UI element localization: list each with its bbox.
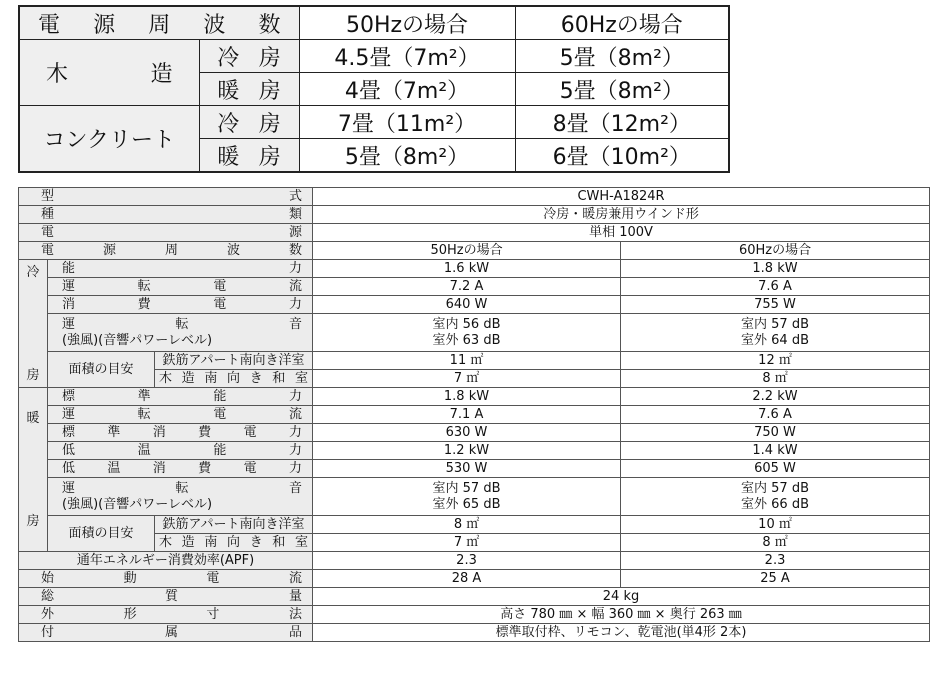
- accessories-row: [19, 624, 930, 642]
- frequency-row: [19, 242, 930, 260]
- label-char: 量: [289, 589, 303, 604]
- label-char: 南: [204, 371, 218, 386]
- value-cell: 530 W: [313, 460, 621, 478]
- label-char: 付: [41, 625, 55, 640]
- value-cell: 1.8 kW: [313, 388, 621, 406]
- label-char: 力: [289, 261, 303, 276]
- label-char: 消: [152, 461, 166, 476]
- label-char: 房: [258, 78, 281, 104]
- label-char: 電: [213, 279, 227, 294]
- label-char: 温: [107, 461, 121, 476]
- label-char: 電: [243, 461, 257, 476]
- label-char: 房: [258, 144, 281, 170]
- hz50-header: 50Hzの場合: [299, 6, 515, 40]
- value-cell: 4.5畳（7m²）: [299, 40, 515, 73]
- label-char: 型: [41, 189, 55, 204]
- label-char: 造: [150, 62, 173, 87]
- hz60-header: 60Hzの場合: [515, 6, 729, 40]
- label-char: 電: [213, 297, 227, 312]
- label-char: 外: [41, 607, 55, 622]
- cooling-side-bottom: 房: [26, 367, 40, 383]
- label-char: 寸: [206, 607, 220, 622]
- power-value: 単相 100V: [313, 224, 930, 242]
- value-cell: 630 W: [313, 424, 621, 442]
- label-text: [41, 624, 302, 641]
- label-text: [41, 606, 302, 623]
- label-text: [155, 370, 312, 387]
- label-char: 質: [165, 589, 179, 604]
- label-char: 消: [152, 425, 166, 440]
- heat-low-capacity-row: [19, 442, 930, 460]
- concrete-group-label: [19, 106, 199, 173]
- label-char: 準: [107, 425, 121, 440]
- heating-side-bottom: 房: [26, 513, 40, 529]
- label-char: 法: [288, 607, 302, 622]
- room-size-table: [18, 5, 730, 173]
- noise-outdoor: 室外 65 dB: [432, 496, 501, 512]
- heat-area-wood-row: [19, 534, 930, 552]
- value-cell: [313, 314, 621, 352]
- label-char: 向: [226, 371, 240, 386]
- cool-area-label: 面積の目安: [48, 352, 155, 388]
- concrete-cooling-row: [19, 106, 729, 139]
- label-char: 力: [288, 297, 302, 312]
- frequency-header: [19, 6, 299, 40]
- label-char: 電: [206, 571, 220, 586]
- label-char: 属: [165, 625, 179, 640]
- value-cell: 750 W: [621, 424, 930, 442]
- label-char: 動: [123, 571, 137, 586]
- label-char: 電: [41, 243, 55, 258]
- label-char: 暖: [217, 78, 240, 104]
- value-cell: 8 ㎡: [313, 516, 621, 534]
- heat-std-consumption-row: [19, 424, 930, 442]
- value-cell: 7畳（11m²）: [299, 106, 515, 139]
- cool-consumption-label: [48, 296, 313, 314]
- label-text: [62, 481, 302, 497]
- label-char: 消: [62, 297, 76, 312]
- label-char: 数: [289, 243, 303, 258]
- value-cell: 7 ㎡: [313, 370, 621, 388]
- noise-indoor: 室内 57 dB: [741, 480, 809, 496]
- label-char: き: [249, 371, 263, 386]
- label-text: [155, 534, 312, 551]
- value-cell: 7 ㎡: [313, 534, 621, 552]
- value-cell: 2.3: [621, 552, 930, 570]
- cool-current-row: [19, 278, 930, 296]
- apf-row: [19, 552, 930, 570]
- spec-table: [18, 187, 930, 642]
- label-text: [62, 296, 302, 313]
- hz50-header: 50Hzの場合: [313, 242, 621, 260]
- model-label: [19, 188, 313, 206]
- label-char: 波: [227, 243, 241, 258]
- model-row: [19, 188, 930, 206]
- label-text: [62, 406, 302, 423]
- mode-text: [200, 107, 299, 138]
- label-char: 電: [213, 407, 227, 422]
- area-sub-label: 鉄筋アパート南向き洋室: [155, 516, 313, 534]
- label-char: 房: [258, 45, 281, 71]
- cool-noise-label: [48, 314, 313, 352]
- heat-current-label: [48, 406, 313, 424]
- value-cell: 1.2 kW: [313, 442, 621, 460]
- label-char: 室: [294, 371, 308, 386]
- frequency-header-label: [20, 8, 299, 39]
- value-cell: 640 W: [313, 296, 621, 314]
- label-char: 転: [175, 480, 189, 496]
- power-label: [19, 224, 313, 242]
- value-cell: 7.6 A: [621, 278, 930, 296]
- value-cell: [313, 478, 621, 516]
- label-char: 転: [137, 407, 151, 422]
- power-row: [19, 224, 930, 242]
- dimensions-label: [19, 606, 313, 624]
- label-char: 数: [258, 12, 281, 38]
- label-char: 力: [288, 425, 302, 440]
- power-label-text: [41, 224, 302, 241]
- value-cell: 12 ㎡: [621, 352, 930, 370]
- label-text: [41, 588, 302, 605]
- cool-area-wood-row: [19, 370, 930, 388]
- room-size-header-row: [19, 6, 729, 40]
- label-char: 木: [159, 371, 173, 386]
- value-cell: [621, 314, 930, 352]
- label-text: [62, 278, 302, 295]
- label-char: 運: [62, 279, 76, 294]
- heat-current-row: [19, 406, 930, 424]
- value-cell: 10 ㎡: [621, 516, 930, 534]
- label-char: 室: [294, 535, 308, 550]
- heating-side-label: [19, 388, 48, 552]
- label-char: 標: [62, 389, 76, 404]
- noise-indoor: 室内 57 dB: [741, 316, 809, 332]
- label-char: 流: [288, 279, 302, 294]
- label-text: [62, 460, 302, 477]
- label-char: 能: [213, 443, 227, 458]
- accessories-value: 標準取付枠、リモコン、乾電池(単4形 2本): [313, 624, 930, 642]
- cooling-side-label: [19, 260, 48, 388]
- label-text: [62, 388, 302, 405]
- label-char: 向: [226, 535, 240, 550]
- label-char: 流: [288, 571, 302, 586]
- model-value: CWH-A1824R: [313, 188, 930, 206]
- frequency-label-text: [41, 242, 302, 259]
- cool-capacity-row: [19, 260, 930, 278]
- accessories-label: [19, 624, 313, 642]
- label-text: [62, 260, 302, 277]
- label-char: 始: [41, 571, 55, 586]
- label-char: 南: [204, 535, 218, 550]
- value-cell: 5畳（8m²）: [515, 73, 729, 106]
- label-char: 音: [289, 316, 303, 332]
- value-cell: 1.6 kW: [313, 260, 621, 278]
- label-text: [41, 570, 302, 587]
- kind-label-text: [41, 206, 302, 223]
- label-char: 能: [213, 389, 227, 404]
- start-current-label: [19, 570, 313, 588]
- label-char: 類: [289, 207, 303, 222]
- dimensions-row: [19, 606, 930, 624]
- label-char: 運: [62, 407, 76, 422]
- mode-text: [200, 41, 299, 72]
- label-char: 周: [165, 243, 179, 258]
- noise-outdoor: 室外 66 dB: [741, 496, 809, 512]
- label-char: 音: [289, 480, 303, 496]
- label-char: 木: [159, 535, 173, 550]
- wood-group-label: [19, 40, 199, 106]
- heat-area-label: 面積の目安: [48, 516, 155, 552]
- concrete-group-text: コンクリート: [43, 128, 176, 153]
- heat-low-consumption-label: [48, 460, 313, 478]
- area-sub-label: 鉄筋アパート南向き洋室: [155, 352, 313, 370]
- value-cell: 755 W: [621, 296, 930, 314]
- cool-capacity-label: [48, 260, 313, 278]
- label-char: 運: [62, 480, 76, 496]
- value-cell: 28 A: [313, 570, 621, 588]
- heat-std-capacity-row: [19, 388, 930, 406]
- label-char: 電: [243, 425, 257, 440]
- label-subtext: (強風)(音響パワーレベル): [62, 496, 213, 512]
- cool-noise-row: [19, 314, 930, 352]
- label-char: 式: [289, 189, 303, 204]
- value-cell: 25 A: [621, 570, 930, 588]
- label-char: 電: [41, 225, 55, 240]
- heat-noise-label: [48, 478, 313, 516]
- label-char: 造: [181, 371, 195, 386]
- kind-row: [19, 206, 930, 224]
- label-char: 房: [258, 111, 281, 137]
- wood-group-text: [20, 57, 199, 88]
- label-char: 総: [41, 589, 55, 604]
- value-cell: 5畳（8m²）: [515, 40, 729, 73]
- value-cell: 2.2 kW: [621, 388, 930, 406]
- apf-label: 通年エネルギー消費効率(APF): [19, 552, 313, 570]
- label-char: 木: [46, 62, 69, 87]
- weight-value: 24 kg: [313, 588, 930, 606]
- value-cell: 2.3: [313, 552, 621, 570]
- label-char: 周: [148, 12, 171, 38]
- label-text: [62, 317, 302, 333]
- label-char: 費: [137, 297, 151, 312]
- value-cell: [621, 478, 930, 516]
- value-cell: 8畳（12m²）: [515, 106, 729, 139]
- noise-indoor: 室内 56 dB: [432, 316, 501, 332]
- heat-low-capacity-label: [48, 442, 313, 460]
- weight-row: [19, 588, 930, 606]
- weight-label: [19, 588, 313, 606]
- label-char: 形: [123, 607, 137, 622]
- label-char: 電: [38, 12, 61, 38]
- label-char: 暖: [217, 144, 240, 170]
- noise-indoor: 室内 57 dB: [432, 480, 501, 496]
- hz60-header: 60Hzの場合: [621, 242, 930, 260]
- value-cell: 11 ㎡: [313, 352, 621, 370]
- mode-label: [199, 40, 299, 73]
- dimensions-value: 高さ 780 ㎜ × 幅 360 ㎜ × 奥行 263 ㎜: [313, 606, 930, 624]
- label-char: 力: [288, 443, 302, 458]
- label-char: 波: [203, 12, 226, 38]
- model-label-text: [41, 188, 302, 205]
- label-char: 能: [62, 261, 76, 276]
- label-char: き: [249, 535, 263, 550]
- label-char: 源: [103, 243, 117, 258]
- mode-text: [200, 74, 299, 105]
- label-char: 低: [62, 461, 76, 476]
- label-char: 冷: [217, 45, 240, 71]
- area-sub-label: [155, 370, 313, 388]
- area-sub-label: [155, 534, 313, 552]
- label-char: 準: [137, 389, 151, 404]
- label-char: 費: [198, 425, 212, 440]
- value-cell: 605 W: [621, 460, 930, 478]
- label-char: 力: [288, 461, 302, 476]
- value-cell: 8 ㎡: [621, 370, 930, 388]
- label-char: 力: [288, 389, 302, 404]
- label-subtext: (強風)(音響パワーレベル): [62, 332, 213, 348]
- mode-label: [199, 73, 299, 106]
- value-cell: 6畳（10m²）: [515, 139, 729, 173]
- value-cell: 1.8 kW: [621, 260, 930, 278]
- heat-low-consumption-row: [19, 460, 930, 478]
- label-text: [62, 424, 302, 441]
- cool-area-rc-row: [19, 352, 930, 370]
- label-char: 転: [175, 316, 189, 332]
- label-char: 運: [62, 316, 76, 332]
- noise-outdoor: 室外 63 dB: [432, 332, 501, 348]
- value-cell: 7.2 A: [313, 278, 621, 296]
- wood-cooling-row: [19, 40, 729, 73]
- cool-current-label: [48, 278, 313, 296]
- value-cell: 8 ㎡: [621, 534, 930, 552]
- heat-std-capacity-label: [48, 388, 313, 406]
- cool-consumption-row: [19, 296, 930, 314]
- cooling-side-top: 冷: [26, 264, 40, 280]
- value-cell: 1.4 kW: [621, 442, 930, 460]
- label-char: 温: [137, 443, 151, 458]
- kind-value: 冷房・暖房兼用ウインド形: [313, 206, 930, 224]
- label-char: 種: [41, 207, 55, 222]
- label-char: 転: [137, 279, 151, 294]
- label-char: 和: [272, 535, 286, 550]
- heat-noise-row: [19, 478, 930, 516]
- label-char: 標: [62, 425, 76, 440]
- mode-label: [199, 106, 299, 139]
- label-char: 品: [289, 625, 303, 640]
- mode-text: [200, 140, 299, 171]
- label-char: 造: [181, 535, 195, 550]
- label-char: 源: [289, 225, 303, 240]
- heat-area-rc-row: [19, 516, 930, 534]
- value-cell: 7.6 A: [621, 406, 930, 424]
- value-cell: 4畳（7m²）: [299, 73, 515, 106]
- frequency-label: [19, 242, 313, 260]
- label-char: 冷: [217, 111, 240, 137]
- mode-label: [199, 139, 299, 173]
- label-char: 源: [93, 12, 116, 38]
- label-char: 低: [62, 443, 76, 458]
- label-char: 流: [288, 407, 302, 422]
- kind-label: [19, 206, 313, 224]
- start-current-row: [19, 570, 930, 588]
- noise-outdoor: 室外 64 dB: [741, 332, 809, 348]
- label-char: 費: [198, 461, 212, 476]
- label-char: 和: [272, 371, 286, 386]
- heat-std-consumption-label: [48, 424, 313, 442]
- value-cell: 7.1 A: [313, 406, 621, 424]
- label-text: [62, 442, 302, 459]
- heating-side-top: 暖: [26, 410, 40, 426]
- value-cell: 5畳（8m²）: [299, 139, 515, 173]
